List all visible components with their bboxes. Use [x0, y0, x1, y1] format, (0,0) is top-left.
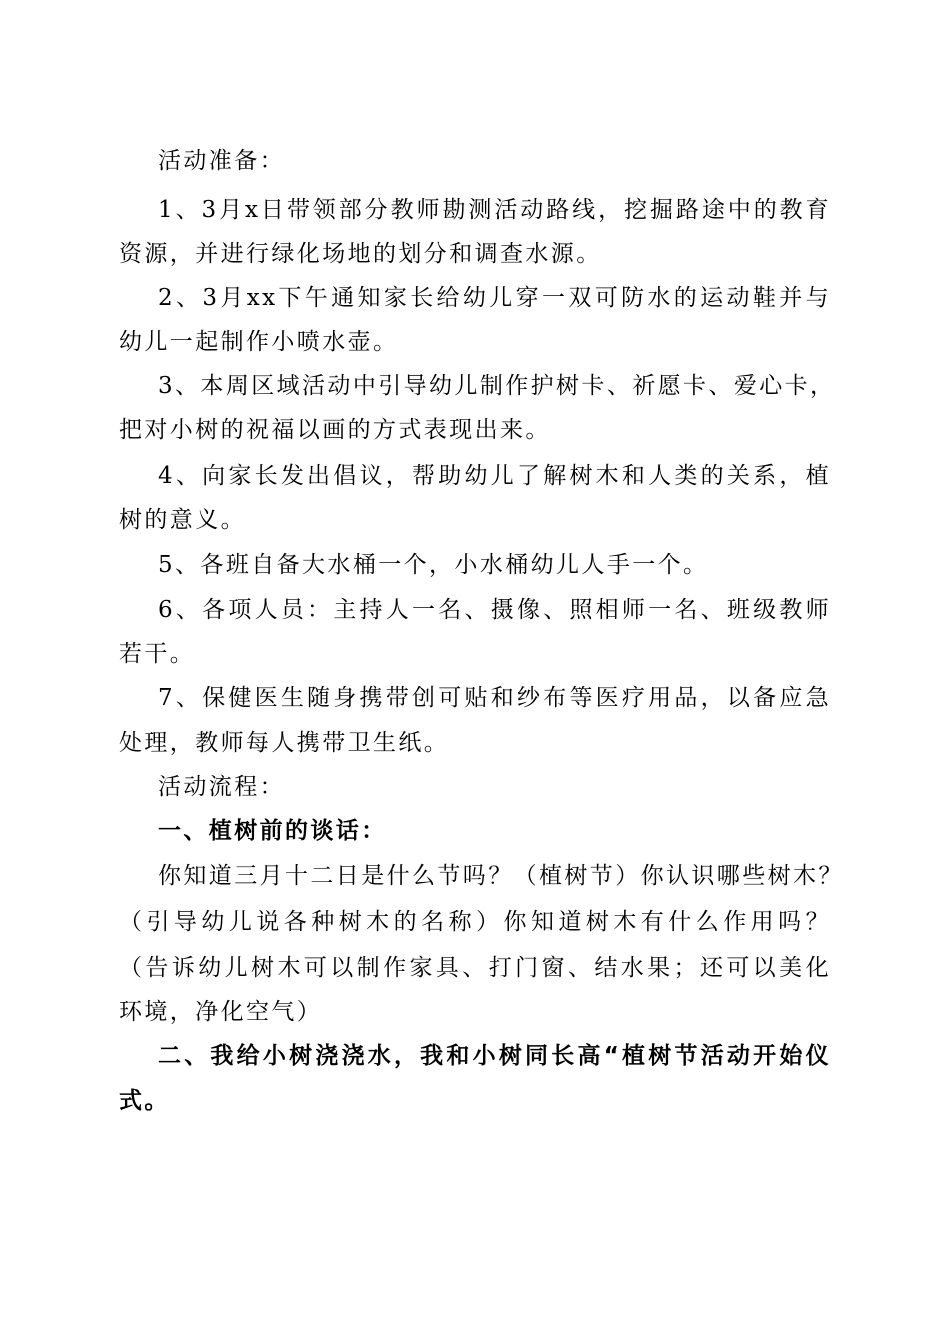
paragraph-line: 4、向家长发出倡议，帮助幼儿了解树木和人类的关系，植	[158, 463, 831, 489]
paragraph-line: 树的意义。	[119, 507, 246, 533]
paragraph-line: 5、各班自备大水桶一个，小水桶幼儿人手一个。	[158, 552, 709, 578]
section-heading-preparation: 活动准备：	[158, 148, 285, 174]
paragraph-line: （告诉幼儿树木可以制作家具、打门窗、结水果；还可以美化	[119, 955, 831, 981]
paragraph-line: （引导幼儿说各种树木的名称）你知道树木有什么作用吗？	[119, 909, 831, 935]
paragraph-line: 7、保健医生随身携带创可贴和纱布等医疗用品，以备应急	[158, 685, 831, 711]
paragraph-line: 6、各项人员：主持人一名、摄像、照相师一名、班级教师	[158, 597, 831, 623]
subheading-watering-ceremony: 二、我给小树浇浇水，我和小树同长高“植树节活动开始仪	[158, 1043, 831, 1069]
paragraph-line: 2、3月xx下午通知家长给幼儿穿一双可防水的运动鞋并与	[158, 285, 831, 311]
paragraph-line: 若干。	[119, 641, 196, 667]
paragraph-line: 环境，净化空气）	[119, 999, 323, 1025]
paragraph-line: 1、3月x日带领部分教师勘测活动路线，挖掘路途中的教育	[158, 197, 831, 223]
section-heading-process: 活动流程：	[158, 774, 285, 800]
subheading-talk-before-planting: 一、植树前的谈话：	[158, 818, 387, 844]
paragraph-line: 你知道三月十二日是什么节吗？（植树节）你认识哪些树木？	[158, 863, 844, 889]
paragraph-line: 把对小树的祝福以画的方式表现出来。	[119, 417, 551, 443]
paragraph-line: 幼儿一起制作小喷水壶。	[119, 329, 399, 355]
paragraph-line: 处理，教师每人携带卫生纸。	[119, 730, 450, 756]
paragraph-line: 资源，并进行绿化场地的划分和调查水源。	[119, 241, 602, 267]
paragraph-line: 3、本周区域活动中引导幼儿制作护树卡、祈愿卡、爱心卡，	[158, 373, 836, 399]
subheading-watering-ceremony-continued: 式。	[119, 1088, 170, 1114]
